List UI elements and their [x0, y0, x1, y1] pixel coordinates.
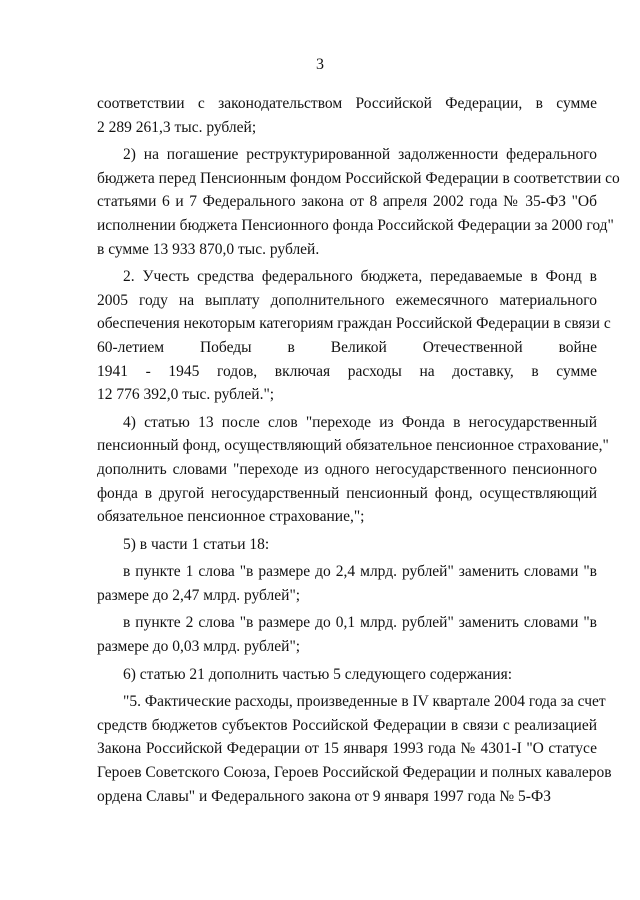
text-line: бюджета перед Пенсионным фондом Российской Федерации в соответствии со — [97, 169, 620, 187]
text-line: 12 776 392,0 тыс. рублей."; — [97, 386, 275, 404]
text-line: Закона Российской Федерации от 15 января 1993 года № 4301-I "О статусе — [97, 740, 597, 758]
text-line: исполнении бюджета Пенсионного фонда Российской Федерации за 2000 год" — [97, 216, 614, 234]
text-line: фонда в другой негосударственный пенсионный фонд, осуществляющий — [97, 484, 597, 502]
paragraph-1 — [97, 92, 597, 139]
text-line: 4) статью 13 после слов "переходе из Фонда в негосударственный — [123, 413, 597, 431]
text-line: 6) статью 21 дополнить частью 5 следующего содержания: — [123, 665, 513, 683]
text-line: соответствии с законодательством Российской Федерации, в сумме — [97, 95, 597, 112]
text-line: размере до 0,03 млрд. рублей"; — [97, 638, 301, 656]
text-line: в пункте 1 слова "в размере до 2,4 млрд. рублей" заменить словами "в — [123, 563, 597, 581]
text-line: в пункте 2 слова "в размере до 0,1 млрд. рублей" заменить словами "в — [123, 614, 597, 632]
text-line: средств бюджетов субъектов Российской Федерации в связи с реализацией — [97, 716, 597, 734]
text-line: обязательное пенсионное страхование,"; — [97, 508, 365, 526]
paragraph-2 — [97, 143, 620, 261]
text-line: 1941 - 1945 годов, включая расходы на доставку, в сумме — [97, 362, 597, 380]
paragraph-5 — [97, 533, 597, 557]
text-line: обеспечения некоторым категориям граждан Российской Федерации в связи с — [97, 315, 611, 333]
text-line: 2 289 261,3 тыс. рублей; — [97, 118, 257, 136]
text-line: дополнить словами "переходе из одного негосударственного пенсионного — [97, 460, 597, 478]
paragraph-9 — [97, 690, 612, 808]
paragraph-4 — [97, 411, 609, 529]
text-line: 5) в части 1 статьи 18: — [123, 535, 270, 553]
text-line: 2. Учесть средства федерального бюджета, передаваемые в Фонд в — [123, 268, 597, 286]
text-line: 2) на погашение реструктурированной задолженности федерального — [123, 146, 597, 164]
text-line: ордена Славы" и Федерального закона от 9 января 1997 года № 5-ФЗ — [97, 787, 551, 805]
page-number: 3 — [316, 56, 324, 73]
text-line: пенсионный фонд, осуществляющий обязательное пенсионное страхование," — [97, 437, 609, 455]
text-line: размере до 2,47 млрд. рублей"; — [97, 586, 301, 604]
paragraph-3 — [97, 265, 611, 407]
text-line: статьями 6 и 7 Федерального закона от 8 апреля 2002 года № 35-ФЗ "Об — [97, 193, 597, 211]
document-body — [97, 92, 620, 812]
paragraph-7 — [97, 611, 597, 658]
paragraph-6 — [97, 560, 597, 607]
text-line: "5. Фактические расходы, произведенные в IV квартале 2004 года за счет — [123, 693, 606, 711]
paragraph-8 — [97, 663, 597, 687]
text-line: в сумме 13 933 870,0 тыс. рублей. — [97, 240, 320, 258]
text-line: 60-летием Победы в Великой Отечественной войне — [97, 338, 597, 356]
text-line: Героев Советского Союза, Героев Российской Федерации и полных кавалеров — [97, 764, 612, 782]
text-line: 2005 году на выплату дополнительного ежемесячного материального — [97, 291, 597, 309]
